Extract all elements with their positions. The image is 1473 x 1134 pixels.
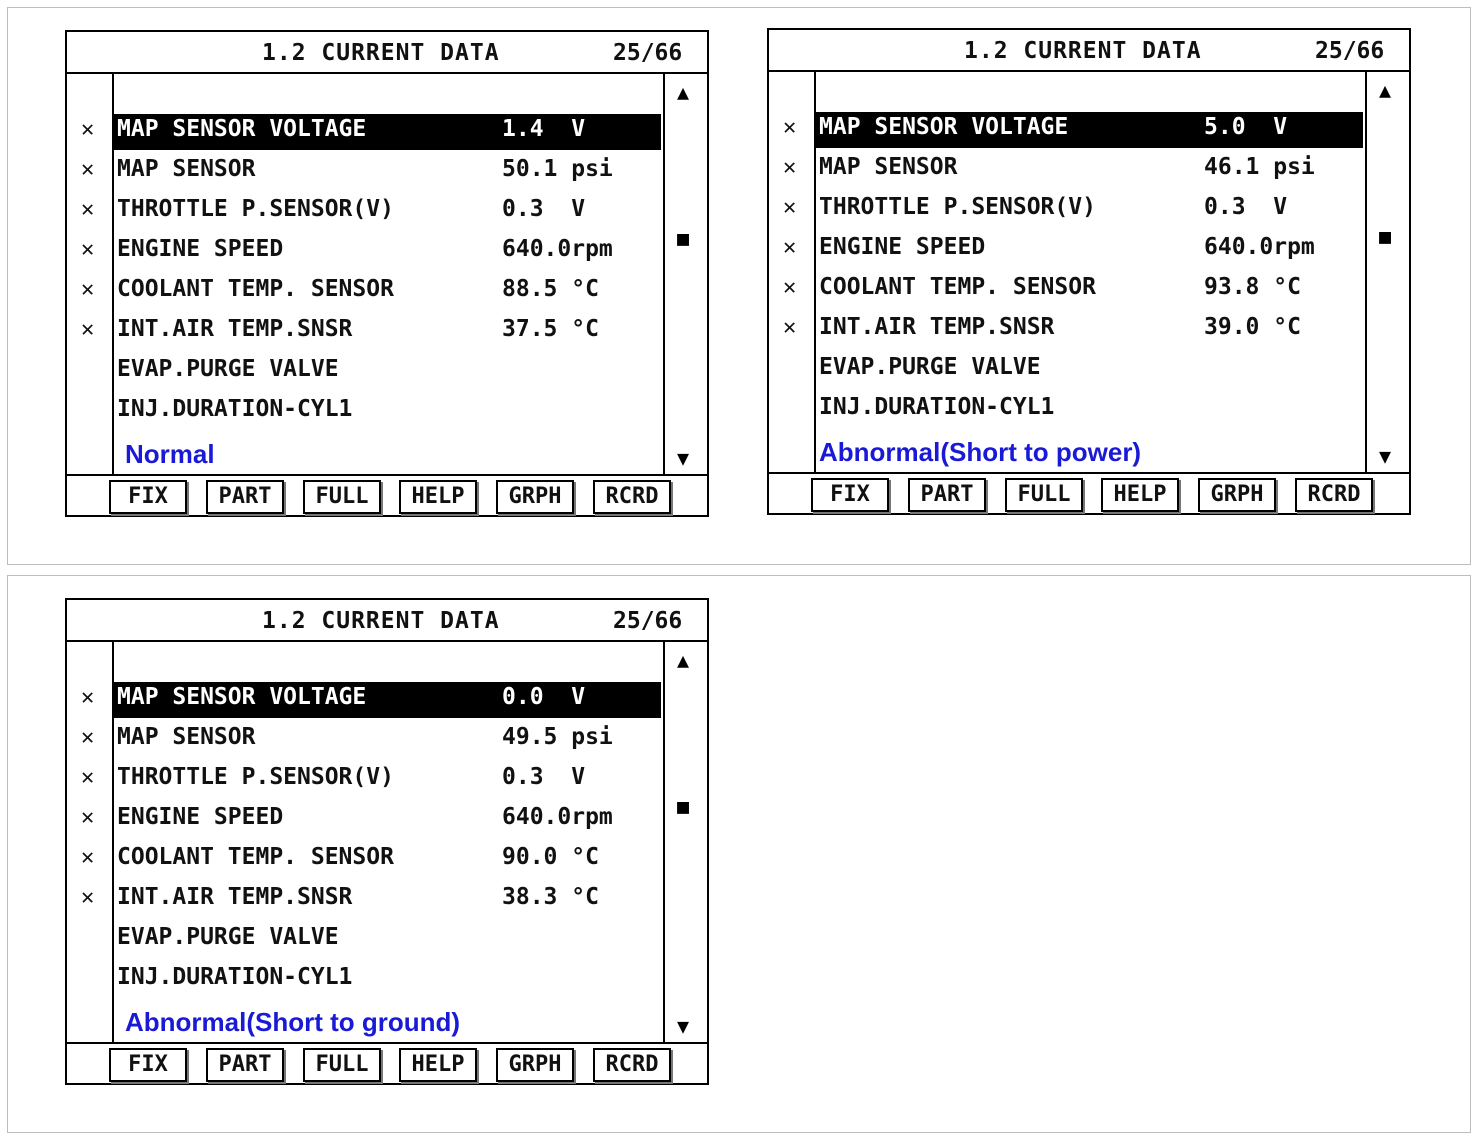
data-row[interactable] xyxy=(67,962,663,998)
data-row[interactable] xyxy=(769,112,1365,148)
status-caption: Abnormal(Short to ground) xyxy=(125,1007,461,1037)
data-list xyxy=(67,74,707,474)
selected-mark-icon: ✕ xyxy=(783,115,797,140)
data-row[interactable] xyxy=(67,682,663,718)
scroll-down-icon[interactable]: ▼ xyxy=(1379,444,1392,468)
selected-mark-icon: ✕ xyxy=(783,155,797,180)
selected-mark-icon: ✕ xyxy=(81,277,95,302)
part-button[interactable]: PART xyxy=(908,478,986,512)
rcrd-button[interactable]: RCRD xyxy=(1295,478,1373,512)
page-counter: 25/66 xyxy=(613,608,683,634)
row-value: 93.8 °C xyxy=(1204,274,1301,300)
row-name: MAP SENSOR VOLTAGE xyxy=(117,684,367,710)
row-name: INJ.DURATION-CYL1 xyxy=(117,964,353,990)
fix-button[interactable]: FIX xyxy=(109,480,187,514)
selected-mark-icon: ✕ xyxy=(81,197,95,222)
page-counter: 25/66 xyxy=(1315,38,1385,64)
row-name: COOLANT TEMP. SENSOR xyxy=(819,274,1096,300)
row-name: COOLANT TEMP. SENSOR xyxy=(117,844,394,870)
data-row[interactable] xyxy=(67,274,663,310)
scroll-up-icon[interactable]: ▲ xyxy=(677,648,690,672)
selected-mark-icon: ✕ xyxy=(81,765,95,790)
full-button[interactable]: FULL xyxy=(1005,478,1083,512)
row-name: COOLANT TEMP. SENSOR xyxy=(117,276,394,302)
data-list xyxy=(769,72,1409,472)
row-name: THROTTLE P.SENSOR(V) xyxy=(819,194,1096,220)
data-row[interactable] xyxy=(769,392,1365,428)
status-caption: Abnormal(Short to power) xyxy=(819,437,1142,467)
scan-screen-short-to-ground xyxy=(65,598,709,1085)
data-row[interactable] xyxy=(67,394,663,430)
row-value: 88.5 °C xyxy=(502,276,599,302)
selected-mark-icon: ✕ xyxy=(783,275,797,300)
screen-header xyxy=(67,32,707,74)
row-name: THROTTLE P.SENSOR(V) xyxy=(117,764,394,790)
row-name: ENGINE SPEED xyxy=(819,234,986,260)
rcrd-button[interactable]: RCRD xyxy=(593,1048,671,1082)
row-value: 0.3 V xyxy=(1204,194,1288,220)
selected-mark-icon: ✕ xyxy=(81,725,95,750)
data-row[interactable] xyxy=(67,722,663,758)
data-row[interactable] xyxy=(769,312,1365,348)
row-value: 0.3 V xyxy=(502,196,586,222)
row-name: MAP SENSOR VOLTAGE xyxy=(117,116,367,142)
screen-title: 1.2 CURRENT DATA xyxy=(262,608,500,634)
status-caption: Normal xyxy=(125,439,215,469)
help-button[interactable]: HELP xyxy=(1101,478,1179,512)
page-counter: 25/66 xyxy=(613,40,683,66)
row-name: INT.AIR TEMP.SNSR xyxy=(117,316,353,342)
selected-mark-icon: ✕ xyxy=(783,195,797,220)
rcrd-button[interactable]: RCRD xyxy=(593,480,671,514)
row-value: 39.0 °C xyxy=(1204,314,1301,340)
row-value: 640.0rpm xyxy=(502,236,613,262)
scroll-down-icon[interactable]: ▼ xyxy=(677,446,690,470)
data-row[interactable] xyxy=(769,232,1365,268)
selected-mark-icon: ✕ xyxy=(81,317,95,342)
data-row[interactable] xyxy=(67,354,663,390)
full-button[interactable]: FULL xyxy=(303,1048,381,1082)
row-name: MAP SENSOR xyxy=(819,154,958,180)
help-button[interactable]: HELP xyxy=(399,480,477,514)
row-value: 5.0 V xyxy=(1204,114,1288,140)
row-name: INT.AIR TEMP.SNSR xyxy=(819,314,1055,340)
screen-title: 1.2 CURRENT DATA xyxy=(262,40,500,66)
data-row[interactable] xyxy=(67,234,663,270)
grph-button[interactable]: GRPH xyxy=(496,1048,574,1082)
row-name: INJ.DURATION-CYL1 xyxy=(819,394,1055,420)
data-row[interactable] xyxy=(67,762,663,798)
row-name: MAP SENSOR VOLTAGE xyxy=(819,114,1069,140)
grph-button[interactable]: GRPH xyxy=(496,480,574,514)
selected-mark-icon: ✕ xyxy=(81,845,95,870)
scan-screen-normal xyxy=(65,30,709,517)
row-name: ENGINE SPEED xyxy=(117,804,284,830)
selected-mark-icon: ✕ xyxy=(81,157,95,182)
selected-mark-icon: ✕ xyxy=(81,237,95,262)
screen-header xyxy=(769,30,1409,72)
help-button[interactable]: HELP xyxy=(399,1048,477,1082)
row-value: 90.0 °C xyxy=(502,844,599,870)
scroll-thumb-icon[interactable]: ■ xyxy=(677,226,690,250)
scroll-thumb-icon[interactable]: ■ xyxy=(1379,224,1392,248)
row-name: INJ.DURATION-CYL1 xyxy=(117,396,353,422)
row-name: EVAP.PURGE VALVE xyxy=(117,924,339,950)
row-name: EVAP.PURGE VALVE xyxy=(819,354,1041,380)
full-button[interactable]: FULL xyxy=(303,480,381,514)
data-row[interactable] xyxy=(67,922,663,958)
data-row[interactable] xyxy=(769,272,1365,308)
selected-mark-icon: ✕ xyxy=(783,235,797,260)
row-name: THROTTLE P.SENSOR(V) xyxy=(117,196,394,222)
data-row[interactable] xyxy=(769,352,1365,388)
data-row[interactable] xyxy=(67,194,663,230)
fix-button[interactable]: FIX xyxy=(811,478,889,512)
row-value: 640.0rpm xyxy=(502,804,613,830)
scroll-down-icon[interactable]: ▼ xyxy=(677,1014,690,1038)
selected-mark-icon: ✕ xyxy=(81,805,95,830)
row-name: MAP SENSOR xyxy=(117,156,256,182)
data-list xyxy=(67,642,707,1042)
selected-mark-icon: ✕ xyxy=(783,315,797,340)
fix-button[interactable]: FIX xyxy=(109,1048,187,1082)
row-name: INT.AIR TEMP.SNSR xyxy=(117,884,353,910)
scroll-thumb-icon[interactable]: ■ xyxy=(677,794,690,818)
screen-header xyxy=(67,600,707,642)
scroll-up-icon[interactable]: ▲ xyxy=(1379,78,1392,102)
selected-mark-icon: ✕ xyxy=(81,117,95,142)
row-name: EVAP.PURGE VALVE xyxy=(117,356,339,382)
row-value: 0.3 V xyxy=(502,764,586,790)
scroll-up-icon[interactable]: ▲ xyxy=(677,80,690,104)
part-button[interactable]: PART xyxy=(206,1048,284,1082)
data-row[interactable] xyxy=(67,842,663,878)
selected-mark-icon: ✕ xyxy=(81,685,95,710)
row-value: 38.3 °C xyxy=(502,884,599,910)
part-button[interactable]: PART xyxy=(206,480,284,514)
function-key-bar xyxy=(769,472,1409,515)
row-value: 49.5 psi xyxy=(502,724,613,750)
data-row[interactable] xyxy=(67,314,663,350)
function-key-bar xyxy=(67,1042,707,1085)
screen-title: 1.2 CURRENT DATA xyxy=(964,38,1202,64)
row-value: 50.1 psi xyxy=(502,156,613,182)
data-row[interactable] xyxy=(67,154,663,190)
data-row[interactable] xyxy=(769,152,1365,188)
grph-button[interactable]: GRPH xyxy=(1198,478,1276,512)
selected-mark-icon: ✕ xyxy=(81,885,95,910)
row-value: 0.0 V xyxy=(502,684,586,710)
row-value: 37.5 °C xyxy=(502,316,599,342)
row-value: 1.4 V xyxy=(502,116,586,142)
row-value: 46.1 psi xyxy=(1204,154,1315,180)
data-row[interactable] xyxy=(67,882,663,918)
data-row[interactable] xyxy=(67,114,663,150)
row-name: ENGINE SPEED xyxy=(117,236,284,262)
data-row[interactable] xyxy=(67,802,663,838)
function-key-bar xyxy=(67,474,707,517)
data-row[interactable] xyxy=(769,192,1365,228)
row-value: 640.0rpm xyxy=(1204,234,1315,260)
scan-screen-short-to-power xyxy=(767,28,1411,515)
row-name: MAP SENSOR xyxy=(117,724,256,750)
